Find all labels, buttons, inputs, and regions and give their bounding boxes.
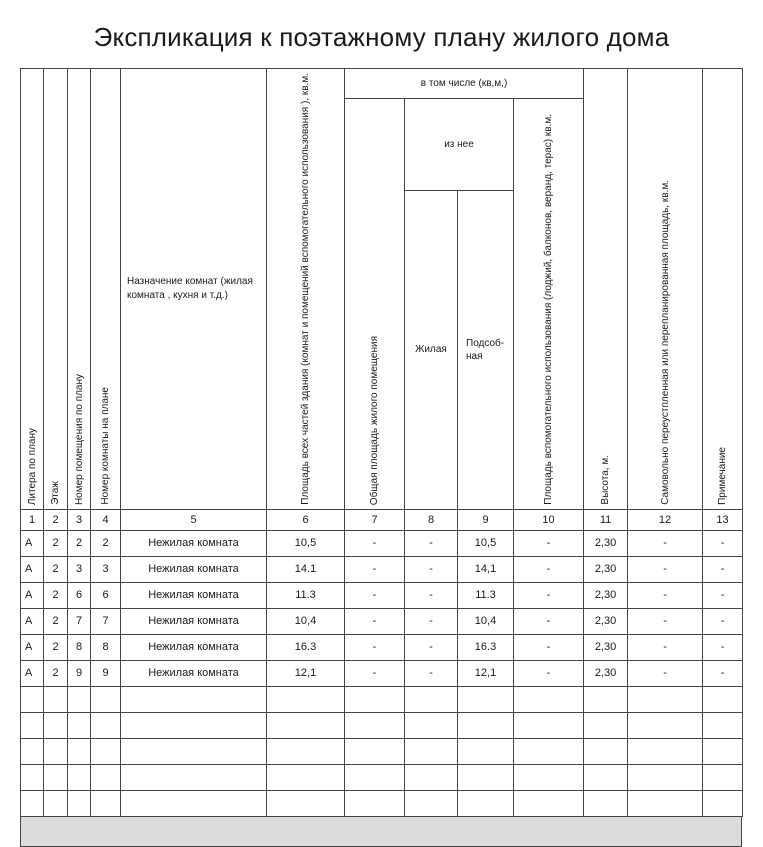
table-cell: 2 xyxy=(68,530,91,556)
empty-cell xyxy=(703,738,743,764)
empty-cell xyxy=(584,686,628,712)
table-cell: А xyxy=(21,582,44,608)
table-cell: - xyxy=(405,582,458,608)
empty-cell xyxy=(703,712,743,738)
header-including: в том числе (кв,м,) xyxy=(345,69,584,99)
empty-cell xyxy=(405,712,458,738)
table-cell: 2,30 xyxy=(584,660,628,686)
table-cell: 6 xyxy=(91,582,121,608)
header-height: Высота, м. xyxy=(584,69,628,510)
table-cell: 14,1 xyxy=(458,556,514,582)
empty-cell xyxy=(44,738,68,764)
empty-cell xyxy=(584,790,628,816)
empty-cell xyxy=(703,790,743,816)
table-cell: 14.1 xyxy=(267,556,345,582)
column-number: 3 xyxy=(68,509,91,530)
column-number: 2 xyxy=(44,509,68,530)
empty-row xyxy=(21,764,743,790)
empty-cell xyxy=(458,790,514,816)
table-cell: 7 xyxy=(68,608,91,634)
empty-cell xyxy=(21,686,44,712)
table-cell: - xyxy=(703,556,743,582)
empty-cell xyxy=(68,738,91,764)
table-cell: 7 xyxy=(91,608,121,634)
table-cell: - xyxy=(703,634,743,660)
empty-cell xyxy=(267,790,345,816)
table-cell: 9 xyxy=(68,660,91,686)
empty-cell xyxy=(405,764,458,790)
empty-cell xyxy=(584,712,628,738)
table-cell: - xyxy=(514,660,584,686)
table-cell: 2 xyxy=(44,556,68,582)
header-purpose: Назначение комнат (жилая комната , кухня и т.д.) xyxy=(121,69,267,510)
empty-cell xyxy=(68,712,91,738)
empty-cell xyxy=(628,738,703,764)
empty-row xyxy=(21,686,743,712)
table-cell: 2 xyxy=(44,608,68,634)
table-cell: А xyxy=(21,634,44,660)
empty-cell xyxy=(91,686,121,712)
header-note: Примечание xyxy=(703,69,743,510)
table-cell: - xyxy=(703,582,743,608)
empty-cell xyxy=(345,712,405,738)
table-row xyxy=(21,660,743,686)
table-cell: 10,5 xyxy=(458,530,514,556)
column-number: 1 xyxy=(21,509,44,530)
empty-cell xyxy=(267,738,345,764)
table-cell: - xyxy=(345,660,405,686)
table-cell: - xyxy=(405,530,458,556)
empty-cell xyxy=(584,738,628,764)
table-row xyxy=(21,556,743,582)
table-cell: 2,30 xyxy=(584,582,628,608)
table-cell: А xyxy=(21,608,44,634)
table-cell: 10,4 xyxy=(458,608,514,634)
empty-cell xyxy=(458,764,514,790)
header-unauthorized-area: Самовольно переустпленная или перепланированная площадь, кв.м. xyxy=(628,69,703,510)
empty-cell xyxy=(458,712,514,738)
header-aux: Подсоб-ная xyxy=(458,190,514,509)
table-cell: - xyxy=(514,634,584,660)
table-cell: - xyxy=(628,634,703,660)
table-cell: 3 xyxy=(68,556,91,582)
empty-cell xyxy=(267,712,345,738)
table-cell: 8 xyxy=(68,634,91,660)
table-cell: Нежилая комната xyxy=(121,660,267,686)
table-cell: - xyxy=(405,556,458,582)
empty-cell xyxy=(345,738,405,764)
column-number: 9 xyxy=(458,509,514,530)
table-cell: Нежилая комната xyxy=(121,582,267,608)
empty-cell xyxy=(584,764,628,790)
header-of-which: из нее xyxy=(405,99,514,191)
empty-cell xyxy=(21,790,44,816)
header-area-all: Площадь всех частей здания (комнат и помещений вспомогательного использования ), кв.м. xyxy=(267,69,345,510)
table-cell: - xyxy=(345,608,405,634)
empty-cell xyxy=(267,764,345,790)
empty-cell xyxy=(345,764,405,790)
empty-cell xyxy=(628,686,703,712)
table-cell: 10,4 xyxy=(267,608,345,634)
table-cell: - xyxy=(405,608,458,634)
empty-row xyxy=(21,712,743,738)
empty-cell xyxy=(405,790,458,816)
empty-cell xyxy=(267,686,345,712)
table-cell: 2 xyxy=(44,582,68,608)
empty-cell xyxy=(44,790,68,816)
table-cell: 2 xyxy=(44,634,68,660)
table-cell: 12,1 xyxy=(267,660,345,686)
empty-cell xyxy=(44,764,68,790)
column-number: 6 xyxy=(267,509,345,530)
column-numbers-row xyxy=(21,509,743,530)
table-cell: Нежилая комната xyxy=(121,530,267,556)
empty-cell xyxy=(121,738,267,764)
table-cell: 2,30 xyxy=(584,556,628,582)
empty-cell xyxy=(91,738,121,764)
table-cell: 2 xyxy=(44,530,68,556)
empty-cell xyxy=(628,764,703,790)
header-room-number-plan: Номер комнаты на плане xyxy=(91,69,121,510)
table-cell: - xyxy=(405,634,458,660)
table-cell: Нежилая комната xyxy=(121,556,267,582)
table-cell: - xyxy=(628,660,703,686)
empty-cell xyxy=(68,764,91,790)
table-row xyxy=(21,530,743,556)
footer-bar xyxy=(20,817,742,847)
table-cell: - xyxy=(628,582,703,608)
table-cell: А xyxy=(21,530,44,556)
empty-cell xyxy=(91,790,121,816)
empty-cell xyxy=(458,686,514,712)
table-cell: 9 xyxy=(91,660,121,686)
table-cell: - xyxy=(345,634,405,660)
empty-cell xyxy=(21,738,44,764)
table-cell: - xyxy=(703,608,743,634)
empty-cell xyxy=(121,712,267,738)
table-cell: - xyxy=(514,530,584,556)
table-cell: 2 xyxy=(91,530,121,556)
empty-cell xyxy=(628,712,703,738)
empty-cell xyxy=(121,764,267,790)
table-cell: 2 xyxy=(44,660,68,686)
table-cell: 2,30 xyxy=(584,530,628,556)
empty-cell xyxy=(514,686,584,712)
table-cell: - xyxy=(628,608,703,634)
empty-cell xyxy=(514,764,584,790)
empty-cell xyxy=(458,738,514,764)
table-row xyxy=(21,608,743,634)
column-number: 8 xyxy=(405,509,458,530)
empty-cell xyxy=(628,790,703,816)
empty-cell xyxy=(91,764,121,790)
table-cell: 2,30 xyxy=(584,634,628,660)
table-cell: 8 xyxy=(91,634,121,660)
empty-cell xyxy=(703,764,743,790)
empty-cell xyxy=(514,790,584,816)
table-cell: 10,5 xyxy=(267,530,345,556)
table-cell: - xyxy=(703,530,743,556)
empty-cell xyxy=(91,712,121,738)
table-cell: 2,30 xyxy=(584,608,628,634)
table-cell: А xyxy=(21,660,44,686)
empty-cell xyxy=(405,738,458,764)
table-row xyxy=(21,634,743,660)
explication-table xyxy=(20,68,742,680)
table-cell: 12,1 xyxy=(458,660,514,686)
empty-cell xyxy=(345,790,405,816)
table-cell: - xyxy=(345,530,405,556)
table-cell: - xyxy=(514,608,584,634)
empty-cell xyxy=(345,686,405,712)
table-cell: - xyxy=(628,530,703,556)
table-cell: Нежилая комната xyxy=(121,608,267,634)
table-cell: 16.3 xyxy=(267,634,345,660)
column-number: 12 xyxy=(628,509,703,530)
table-cell: 11.3 xyxy=(458,582,514,608)
empty-row xyxy=(21,790,743,816)
table-cell: 6 xyxy=(68,582,91,608)
table-cell: 3 xyxy=(91,556,121,582)
empty-cell xyxy=(21,764,44,790)
table-cell: - xyxy=(628,556,703,582)
empty-cell xyxy=(121,686,267,712)
table-cell: А xyxy=(21,556,44,582)
column-number: 11 xyxy=(584,509,628,530)
table-cell: - xyxy=(514,556,584,582)
column-number: 13 xyxy=(703,509,743,530)
table-cell: 16.3 xyxy=(458,634,514,660)
empty-cell xyxy=(44,686,68,712)
header-aux-area: Площадь вспомогательного использования (лоджий, балконов, веранд, терас) кв.м. xyxy=(514,99,584,510)
empty-cell xyxy=(44,712,68,738)
empty-row xyxy=(21,738,743,764)
empty-cell xyxy=(121,790,267,816)
header-floor: Этаж xyxy=(44,69,68,510)
page-title: Экспликация к поэтажному плану жилого дома xyxy=(93,22,670,52)
header-total-living: Общая площадь жилого помещения xyxy=(345,99,405,510)
empty-cell xyxy=(514,738,584,764)
empty-cell xyxy=(68,790,91,816)
table-cell: - xyxy=(345,582,405,608)
table-cell: 11.3 xyxy=(267,582,345,608)
empty-cell xyxy=(703,686,743,712)
empty-cell xyxy=(514,712,584,738)
table-cell: - xyxy=(405,660,458,686)
column-number: 10 xyxy=(514,509,584,530)
table-row xyxy=(21,582,743,608)
header-litera: Литера по плану xyxy=(21,69,44,510)
header-room-number: Номер помещения по плану xyxy=(68,69,91,510)
table-cell: Нежилая комната xyxy=(121,634,267,660)
column-number: 4 xyxy=(91,509,121,530)
column-number: 7 xyxy=(345,509,405,530)
table-cell: - xyxy=(514,582,584,608)
header-living: Жилая xyxy=(405,190,458,509)
empty-cell xyxy=(68,686,91,712)
empty-cell xyxy=(21,712,44,738)
empty-cell xyxy=(405,686,458,712)
column-number: 5 xyxy=(121,509,267,530)
table-cell: - xyxy=(703,660,743,686)
table-cell: - xyxy=(345,556,405,582)
